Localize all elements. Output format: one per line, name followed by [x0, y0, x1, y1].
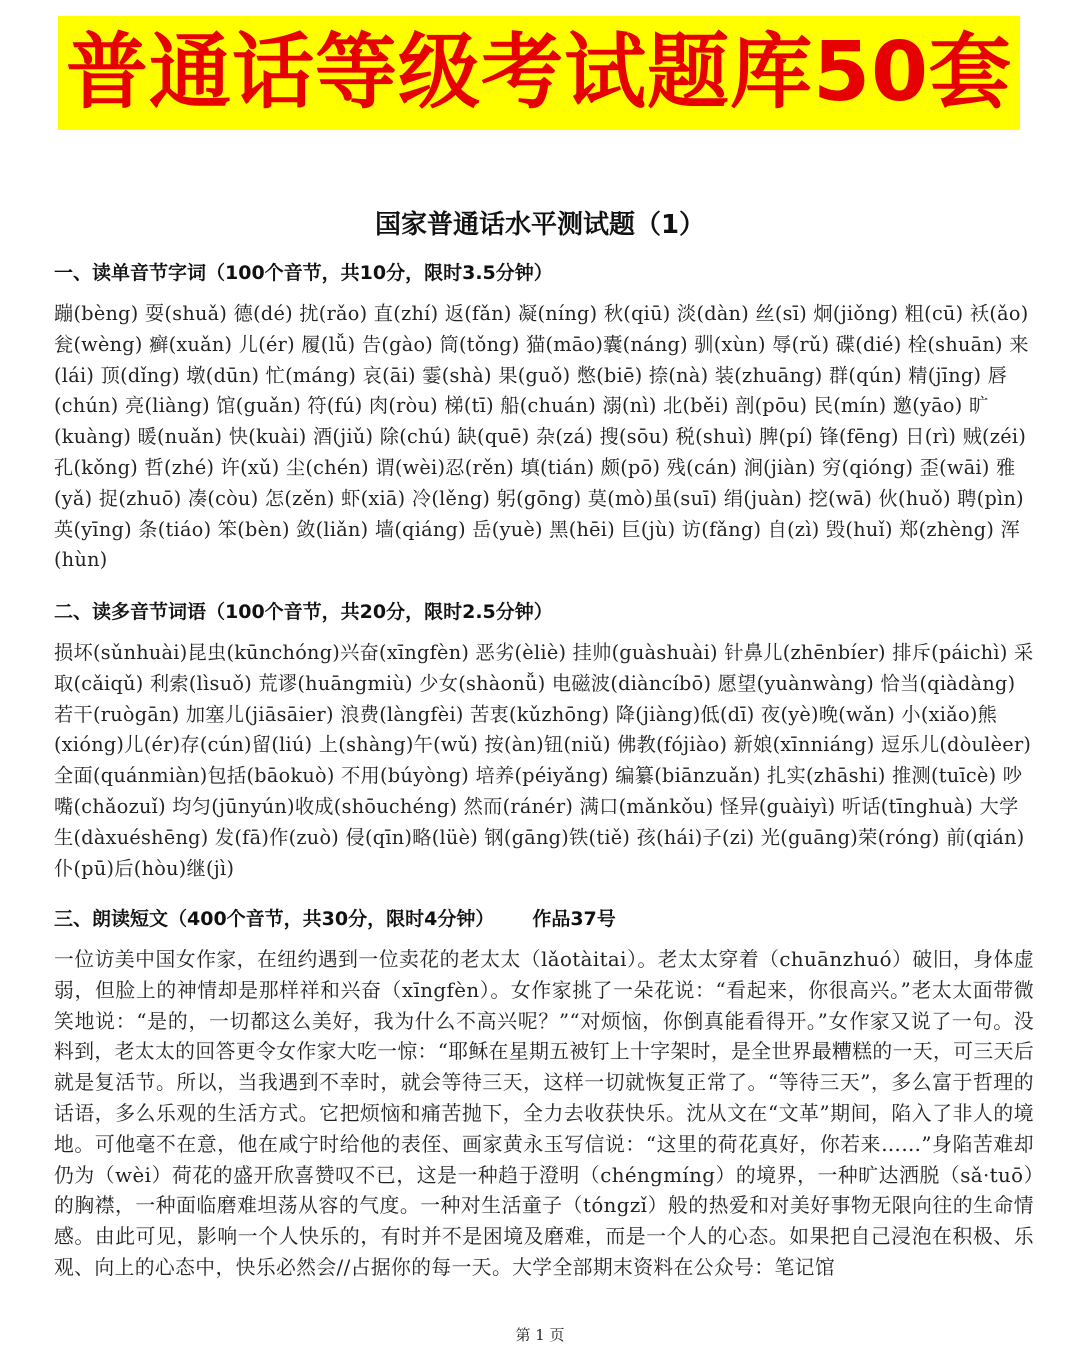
reading-passage: 一位访美中国女作家，在纽约遇到一位卖花的老太太（lǎotàitai）。老太太穿着（chuānzhuó）破旧，身体虚弱，但脸上的神情却是那样祥和兴奋（xīngfèn）。女作家挑了一朵花说：“看起来，你很高兴。”老太太面带微笑地说：“是的，一切都这么美好，我为什么不高兴呢？”“对烦恼，你倒真能看得开。”女作家又说了一句。没料到，老太太的回答更令女作家大吃一惊：“耶稣在星期五被钉上十字架时，是全世界最糟糕的一天，可三天后就是复活节。所以，当我遇到不幸时，就会等待三天，这样一切就恢复正常了。“等待三天”，多么富于哲理的话语，多么乐观的生活方式。它把烦恼和痛苦抛下，全力去收获快乐。沈从文在“文革”期间，陷入了非人的境地。可他毫不在意，他在咸宁时给他的表侄、画家黄永玉写信说：“这里的荷花真好，你若来……”身陷苦难却仍为（wèi）荷花的盛开欣喜赞叹不已，这是一种趋于澄明（chéngmíng）的境界，一种旷达洒脱（sǎ·tuō）的胸襟，一种面临磨难坦荡从容的气度。一种对生活童子（tóngzǐ）般的热爱和对美好事物无限向往的生命情感。由此可见，影响一个人快乐的，有时并不是困境及磨难，而是一个人的心态。如果把自己浸泡在积极、乐观、向上的心态中，快乐必然会//占据你的每一天。大学全部期末资料在公众号：笔记馆 [54, 948, 1034, 1279]
single-syllable-list: 蹦(bèng) 耍(shuǎ) 德(dé) 扰(rǎo) 直(zhí) 返(fǎn) 凝(níng) 秋(qiū) 淡(dàn) 丝(sī) 炯(jiǒng) 粗(cū) 袄(ǎo) 瓮(wèng) 癣(xuǎn) 儿(ér) 履(lǚ) 告(gào) 筒(tǒng) 猫(māo)囊(náng) 驯(xùn) 辱(rǔ) 碟(dié) 栓(shuān) 来(lái) 顶(dǐng) 墩(dūn) 忙(máng) 哀(āi) 霎(shà) 果(guǒ) 憋(biē) 捺(nà) 装(zhuāng) 群(qún) 精(jīng) 唇(chún) 亮(liàng) 馆(guǎn) 符(fú) 肉(ròu) 梯(tī) 船(chuán) 溺(nì) 北(běi) 剖(pōu) 民(mín) 邀(yāo) 旷(kuàng) 暖(nuǎn) 快(kuài) 酒(jiǔ) 除(chú) 缺(quē) 杂(zá) 搜(sōu) 税(shuì) 脾(pí) 锋(fēng) 日(rì) 贼(zéi) 孔(kǒng) 哲(zhé) 许(xǔ) 尘(chén) 谓(wèi)忍(rěn) 填(tián) 颇(pō) 残(cán) 涧(jiàn) 穷(qióng) 歪(wāi) 雅(yǎ) 捉(zhuō) 凑(còu) 怎(zěn) 虾(xiā) 冷(lěng) 躬(gōng) 莫(mò)虽(suī) 绢(juàn) 挖(wā) 伙(huǒ) 聘(pìn) 英(yīng) 条(tiáo) 笨(bèn) 敛(liǎn) 墙(qiáng) 岳(yuè) 黑(hēi) 巨(jù) 访(fǎng) 自(zì) 毁(huǐ) 郑(zhèng) 浑(hùn) [54, 302, 1029, 572]
multi-syllable-list: 损坏(sǔnhuài)昆虫(kūnchóng)兴奋(xīngfèn) 恶劣(èliè) 挂帅(guàshuài) 针鼻儿(zhēnbíer) 排斥(páichì) 采取(cǎiqǔ) 利索(lìsuǒ) 荒谬(huāngmiù) 少女(shàonǚ) 电磁波(diàncíbō) 愿望(yuànwàng) 恰当(qiàdàng) 若干(ruògān) 加塞儿(jiāsāier) 浪费(làngfèi) 苦衷(kǔzhōng) 降(jiàng)低(dī) 夜(yè)晚(wǎn) 小(xiǎo)熊(xióng)儿(ér)存(cún)留(liú) 上(shàng)午(wǔ) 按(àn)钮(niǔ) 佛教(fójiào) 新娘(xīnniáng) 逗乐儿(dòulèer) 全面(quánmiàn)包括(bāokuò) 不用(búyòng) 培养(péiyǎng) 编纂(biānzuǎn) 扎实(zhāshi) 推测(tuīcè) 吵嘴(chǎozuǐ) 均匀(jūnyún)收成(shōuchéng) 然而(ránér) 满口(mǎnkǒu) 怪异(guàiyì) 听话(tīnghuà) 大学生(dàxuéshēng) 发(fā)作(zuò) 侵(qīn)略(lüè) 钢(gāng)铁(tiě) 孩(hái)子(zi) 光(guāng)荣(róng) 前(qián)仆(pū)后(hòu)继(jì) [54, 641, 1034, 880]
banner-title: 普通话等级考试题库50套 [65, 25, 1013, 120]
section-heading-single-syllable: 一、读单音节字词（100个音节，共10分，限时3.5分钟） [54, 262, 553, 284]
page-number: 第 1 页 [515, 1326, 565, 1344]
reading-heading-text: 三、朗读短文（400个音节，共30分，限时4分钟） [54, 908, 495, 930]
section-heading-multi-syllable: 二、读多音节词语（100个音节，共20分，限时2.5分钟） [54, 601, 553, 623]
title-banner [58, 16, 1020, 130]
document-title: 国家普通话水平测试题（1） [374, 210, 706, 240]
work-number: 作品37号 [532, 908, 616, 930]
section-heading-reading [54, 904, 616, 931]
